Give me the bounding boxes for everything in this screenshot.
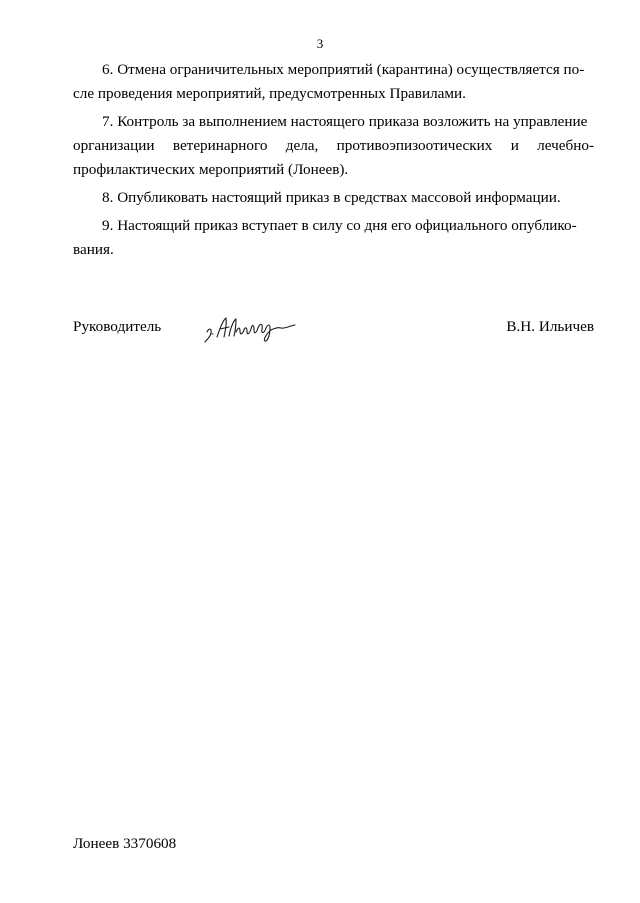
paragraph-8-line-1: 8. Опубликовать настоящий приказ в средствах массовой информации.: [102, 189, 561, 206]
paragraph-7-line-3: профилактических мероприятий (Лонеев).: [73, 161, 349, 178]
word: лечебно-: [537, 137, 594, 154]
word: противоэпизоотических: [336, 137, 493, 154]
signatory-title: Руководитель: [73, 318, 162, 335]
paragraph-7-line-2: [73, 134, 594, 158]
paragraph-6: [73, 58, 594, 106]
paragraph-9: [73, 214, 594, 262]
paragraph-8: [73, 186, 594, 210]
paragraph-7: [73, 110, 594, 182]
handwritten-signature: [203, 312, 303, 344]
word: и: [510, 137, 519, 154]
signatory-name: В.Н. Ильичев: [506, 318, 594, 335]
paragraph-7-line-1: 7. Контроль за выполнением настоящего приказа возложить на управление: [102, 113, 588, 130]
signature-block: [73, 312, 594, 346]
paragraph-6-line-2: сле проведения мероприятий, предусмотренных Правилами.: [73, 85, 466, 102]
executor-footer: Лонеев 3370608: [73, 835, 177, 852]
word: ветеринарного: [172, 137, 268, 154]
paragraph-9-line-2: вания.: [73, 241, 114, 258]
paragraph-9-line-1: 9. Настоящий приказ вступает в силу со дня его официального опублико-: [102, 217, 577, 234]
word: организации: [73, 137, 155, 154]
paragraph-6-line-1: 6. Отмена ограничительных мероприятий (карантина) осуществляется по-: [102, 61, 585, 78]
document-body: [73, 58, 594, 266]
page-number: 3: [316, 36, 324, 51]
word: дела,: [285, 137, 319, 154]
